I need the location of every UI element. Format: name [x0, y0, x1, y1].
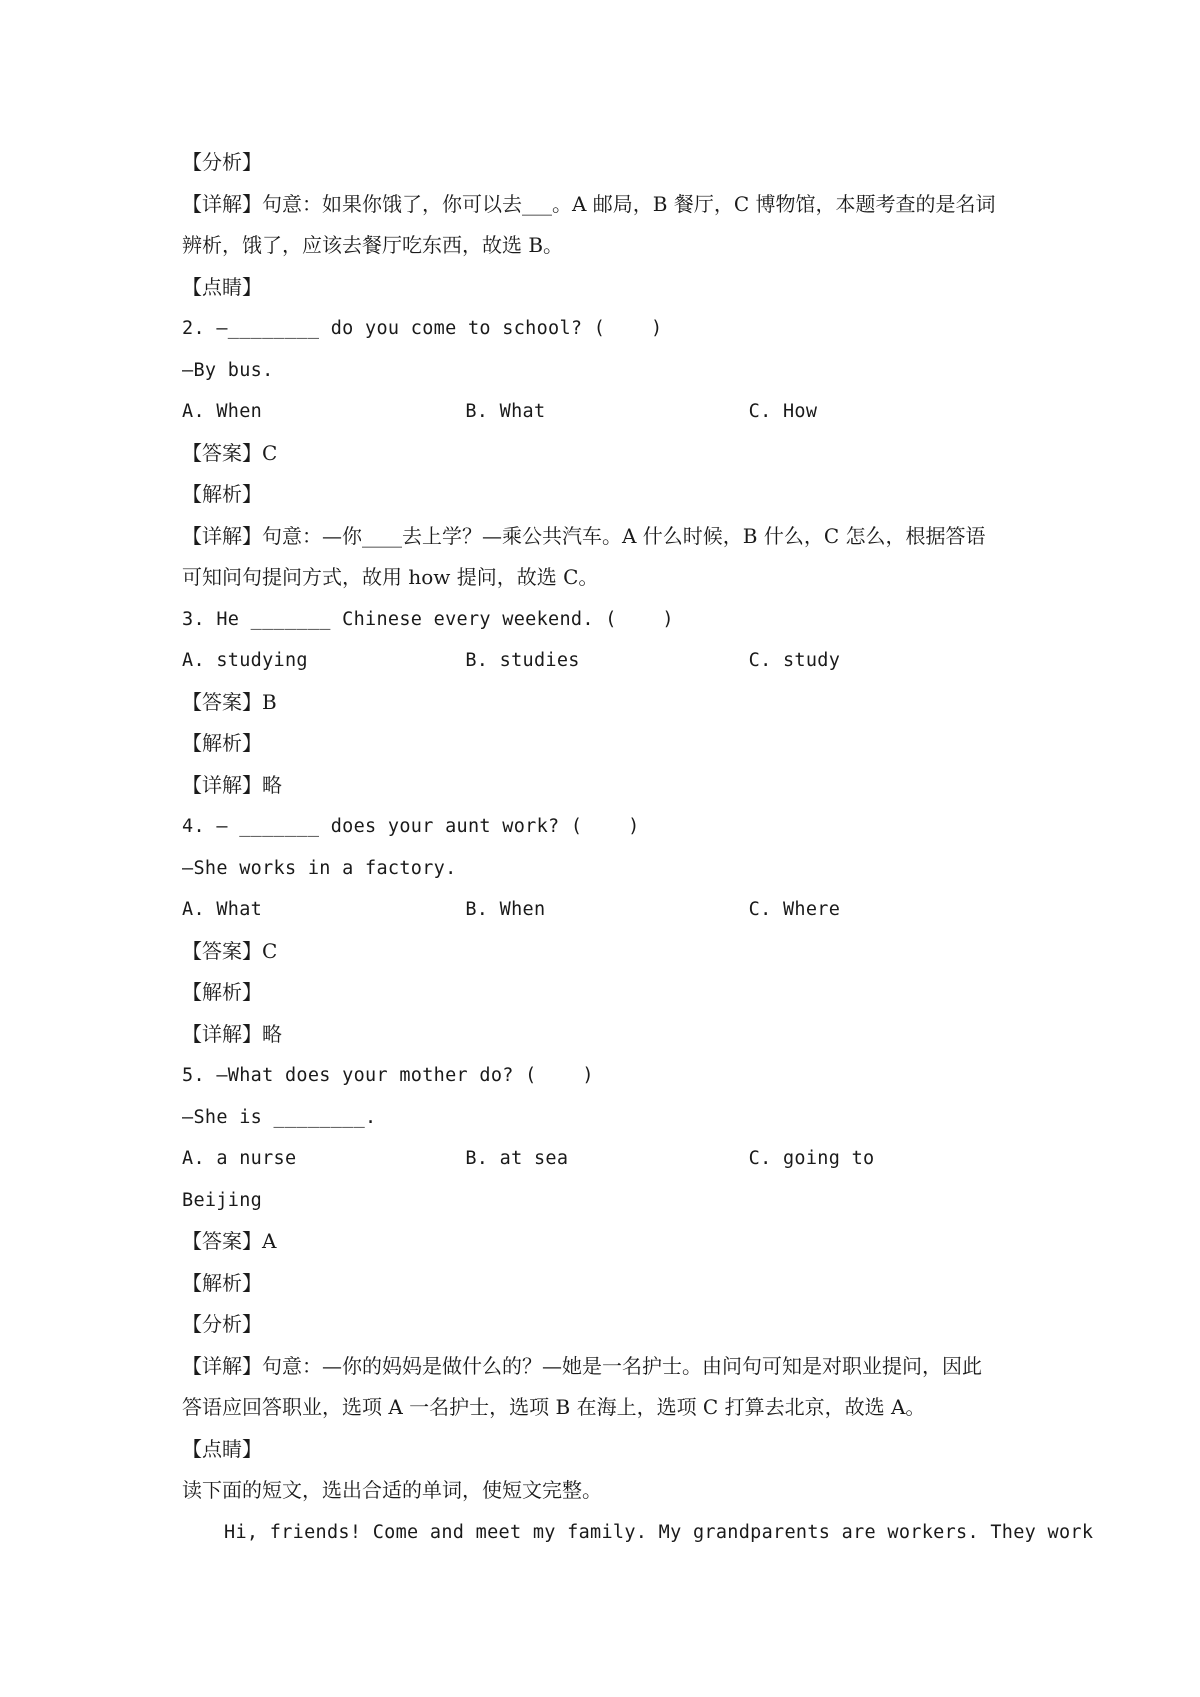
answer-options: [182, 391, 1032, 433]
option-a: A. What: [182, 899, 263, 920]
question-line: —By bus.: [182, 359, 274, 381]
question-line: 2. —________ do you come to school? ( ): [182, 318, 663, 339]
option-c: C. study: [748, 650, 841, 671]
text-line: 【点睛】: [182, 1436, 262, 1461]
option-b: B. at sea: [465, 1148, 569, 1169]
option-b: B. When: [465, 899, 546, 920]
option-c: C. Where: [748, 899, 841, 920]
text-line: 【解析】: [182, 1270, 262, 1295]
answer-options: [182, 889, 1032, 931]
text-line: 【答案】C: [182, 440, 278, 465]
question-line: —She is ________.: [182, 1106, 377, 1128]
option-c: C. going to: [748, 1148, 875, 1169]
text-line: 【解析】: [182, 731, 262, 755]
text-line: 【详解】略: [182, 772, 282, 797]
option-b: B. What: [465, 401, 546, 422]
text-line: 【详解】略: [182, 1021, 282, 1046]
option-a: A. When: [182, 401, 263, 422]
text-line: 【分析】: [182, 1312, 262, 1336]
text-line: 【详解】句意：—你____去上学？—乘公共汽车。A 什么时候，B 什么，C 怎么，根据答语: [182, 523, 986, 548]
text-line: 【解析】: [182, 980, 262, 1004]
option-b: B. studies: [465, 650, 580, 671]
text-line: 【点睛】: [182, 274, 262, 299]
text-line: 【答案】B: [182, 689, 277, 714]
question-line: 4. — _______ does your aunt work? ( ): [182, 816, 640, 837]
option-c: C. How: [748, 401, 818, 422]
text-line: 【详解】句意：—你的妈妈是做什么的？—她是一名护士。由问句可知是对职业提问，因此: [182, 1353, 982, 1378]
option-a: A. studying: [182, 650, 308, 671]
text-line: 【解析】: [182, 482, 262, 506]
question-line: Beijing: [182, 1189, 263, 1211]
question-line: Hi, friends! Come and meet my family. My grandparents are workers. They work: [224, 1521, 1094, 1543]
text-line: 【分析】: [182, 150, 262, 174]
question-line: —She works in a factory.: [182, 857, 457, 879]
question-line: 3. He _______ Chinese every weekend. ( ): [182, 608, 674, 630]
answer-options: [182, 1138, 1032, 1180]
text-line: 读下面的短文，选出合适的单词，使短文完整。: [182, 1478, 602, 1502]
text-line: 【答案】A: [182, 1229, 277, 1253]
document-page: [182, 142, 1094, 1553]
option-a: A. a nurse: [182, 1148, 297, 1169]
text-line: 辨析，饿了，应该去餐厅吃东西，故选 B。: [182, 233, 564, 257]
question-line: 5. —What does your mother do? ( ): [182, 1065, 594, 1086]
text-line: 答语应回答职业，选项 A 一名护士，选项 B 在海上，选项 C 打算去北京，故选 A。: [182, 1395, 926, 1419]
answer-options: [182, 640, 1032, 682]
text-line: 【答案】C: [182, 938, 278, 963]
text-line: 【详解】句意：如果你饿了，你可以去___。A 邮局，B 餐厅，C 博物馆，本题考查的是名词: [182, 191, 996, 216]
text-line: 可知问句提问方式，故用 how 提问，故选 C。: [182, 565, 599, 589]
